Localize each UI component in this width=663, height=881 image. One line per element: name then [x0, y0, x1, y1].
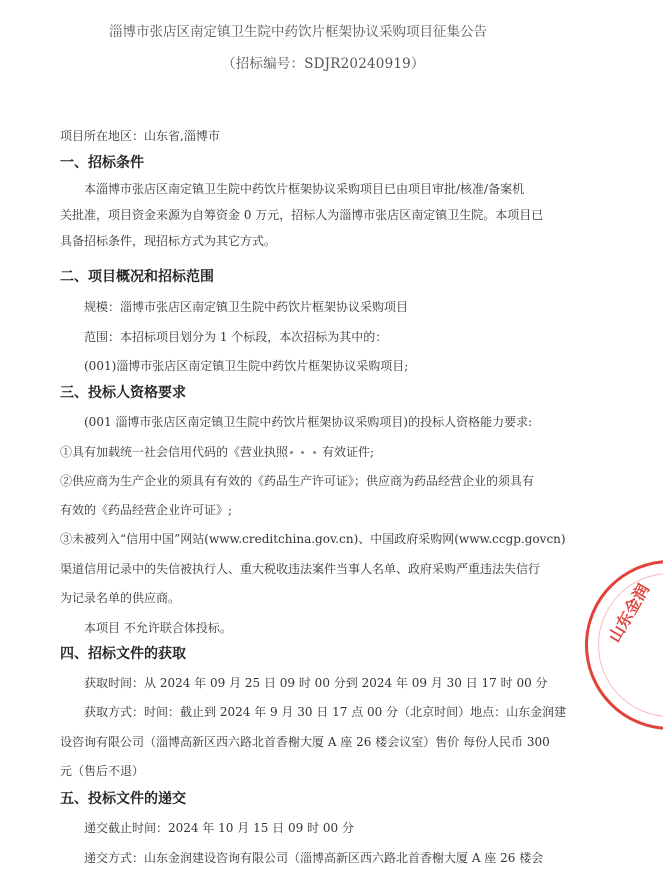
section3-req3-l2: 渠道信用记录中的失信被执行人、重大税收违法案件当事人名单、政府采购严重违法失信行: [60, 562, 541, 576]
project-location: 项目所在地区：山东省,淄博市: [60, 129, 220, 143]
section-heading-5: 五、投标文件的递交: [60, 791, 186, 807]
section4-method-l2: 设咨询有限公司（淄博高新区西六路北首香榭大厦 A 座 26 楼会议室）售价 每份人民币 300: [60, 735, 550, 749]
section3-req3-l1: ③未被列入“信用中国”网站(www.creditchina.gov.cn)、中国政府采购网(www.ccgp.govcn): [60, 532, 566, 546]
section4-time: 获取时间：从 2024 年 09 月 25 日 09 时 00 分到 2024 年 09 月 30 日 17 时 00 分: [84, 676, 548, 690]
document-title: 淄博市张店区南定镇卫生院中药饮片框架协议采购项目征集公告: [109, 24, 487, 40]
section3-req2-l2: 有效的《药品经营企业许可证》;: [60, 503, 233, 517]
section3-req2-l1: ②供应商为生产企业的须具有有效的《药品生产许可证》；供应商为药品经营企业的须具有: [60, 474, 535, 488]
section1-line-2: 关批准，项目资金来源为自筹资金 0 万元，招标人为淄博市张店区南定镇卫生院。本项目已: [60, 208, 544, 222]
official-seal: [585, 560, 663, 730]
section4-method-l1: 获取方式：时间：截止到 2024 年 9 月 30 日 17 点 00 分（北京时间）地点：山东金润建: [84, 705, 567, 719]
section3-intro: (001 淄博市张店区南定镇卫生院中药饮片框架协议采购项目)的投标人资格能力要求:: [84, 415, 533, 429]
section2-lot: (001)淄博市张店区南定镇卫生院中药饮片框架协议采购项目;: [84, 359, 409, 373]
section2-scale: 规模：淄博市张店区南定镇卫生院中药饮片框架协议采购项目: [84, 300, 409, 314]
section-heading-3: 三、投标人资格要求: [60, 385, 186, 401]
section4-method-l3: 元（售后不退）: [60, 764, 145, 778]
section-heading-2: 二、项目概况和招标范围: [60, 269, 214, 285]
section5-method: 递交方式：山东金润建设咨询有限公司（淄博高新区西六路北首香榭大厦 A 座 26 楼会: [84, 851, 544, 865]
section3-req1-b: 有效证件;: [322, 445, 375, 459]
section5-deadline: 递交截止时间：2024 年 10 月 15 日 09 时 00 分: [84, 821, 354, 835]
section1-line-1: 本淄博市张店区南定镇卫生院中药饮片框架协议采购项目已由项目审批/核准/备案机: [84, 182, 525, 196]
section-heading-1: 一、招标条件: [60, 155, 144, 171]
section3-req1-a: ①具有加载统一社会信用代码的《营业执照: [60, 445, 289, 459]
tender-number: （招标编号：SDJR20240919）: [222, 56, 425, 72]
scan-mark: [286, 446, 320, 458]
section-heading-4: 四、招标文件的获取: [60, 646, 186, 662]
seal-text: 山东金润: [604, 580, 654, 646]
section2-scope: 范围：本招标项目划分为 1 个标段，本次招标为其中的：: [84, 330, 388, 344]
section3-joint: 本项目 不允许联合体投标。: [84, 621, 232, 635]
section3-req3-l3: 为记录名单的供应商。: [60, 591, 181, 605]
section1-line-3: 具备招标条件，现招标方式为其它方式。: [60, 234, 277, 248]
